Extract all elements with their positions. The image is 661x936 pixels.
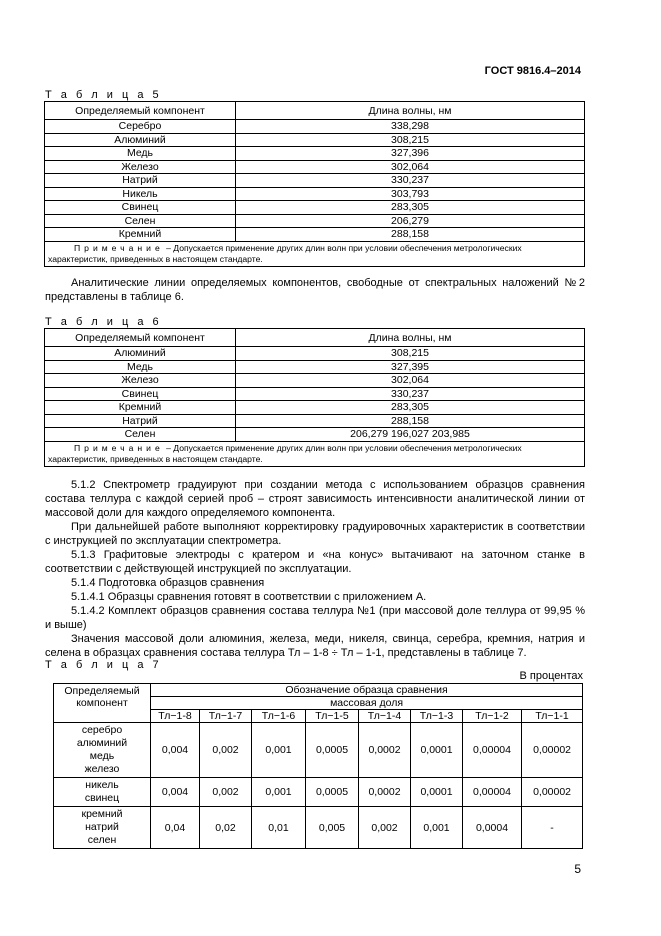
table7-value-cell: 0,002 <box>200 723 252 778</box>
table7-value-cell: 0,00002 <box>522 778 583 807</box>
table7-value-cell: 0,00004 <box>463 778 522 807</box>
table-row <box>45 387 585 401</box>
table6-component-cell: Медь <box>45 360 236 374</box>
table-row <box>45 401 585 415</box>
table7-sample-header: Тл−1-2 <box>463 710 522 723</box>
table5-component-cell: Никель <box>45 187 236 201</box>
table5-wavelength-cell: 302,064 <box>236 160 585 174</box>
table-row <box>54 778 583 807</box>
table-row <box>45 133 585 147</box>
document-header: ГОСТ 9816.4–2014 <box>484 65 581 77</box>
table6-component-cell: Свинец <box>45 387 236 401</box>
table7-value-cell: 0,0004 <box>463 807 522 849</box>
paragraph-5-1-4: 5.1.4 Подготовка образцов сравнения <box>71 577 265 589</box>
table5-component-cell: Натрий <box>45 174 236 188</box>
table5-component-cell: Селен <box>45 214 236 228</box>
paragraph-5-1-4-1: 5.1.4.1 Образцы сравнения готовят в соответствии с приложением А. <box>71 591 427 603</box>
table5-note-text: – Допускается применение других длин волн при условии обеспечения метрологических характеристик, приведенных в настоящем стандарте. <box>48 242 522 264</box>
paragraph-5-1-3: 5.1.3 Графитовые электроды с кратером и «на конус» вытачивают на заточном станке в соответствии с действующей инструкцией по эксплуатации. <box>45 549 585 575</box>
table7-caption: Т а б л и ц а 7 <box>45 659 162 671</box>
table6-component-cell: Железо <box>45 374 236 388</box>
table6-col1-header: Определяемый компонент <box>45 329 236 347</box>
table7 <box>53 683 583 849</box>
table-row <box>45 347 585 361</box>
table-row <box>45 414 585 428</box>
table6-component-cell: Селен <box>45 428 236 442</box>
table-row <box>54 723 583 778</box>
table7-value-cell: 0,002 <box>359 807 411 849</box>
paragraph-5-1-2: 5.1.2 Спектрометр градуируют при создании метода с использованием образцов сравнения состава теллура с каждой серией проб – строят зависимость интенсивности аналитической линии от массовой доли для каждого определяемого компонента. <box>45 479 585 519</box>
table5-caption: Т а б л и ц а 5 <box>45 89 162 101</box>
table-row <box>45 160 585 174</box>
table5-component-cell: Алюминий <box>45 133 236 147</box>
table6-note-text: – Допускается применение других длин волн при условии обеспечения метрологических характеристик, приведенных в настоящем стандарте. <box>48 442 522 464</box>
table5-col2-header: Длина волны, нм <box>236 102 585 120</box>
table7-value-cell: 0,00002 <box>522 723 583 778</box>
table5-component-cell: Свинец <box>45 201 236 215</box>
table5-wavelength-cell: 327,396 <box>236 147 585 161</box>
table7-component-cell: серебро алюминий медь железо <box>54 723 151 778</box>
paragraph-further-work: При дальнейшей работе выполняют корректировку градуировочных характеристик в соответствии с инструкцией по эксплуатации спектрометра. <box>45 521 585 547</box>
table6-wavelength-cell: 288,158 <box>236 414 585 428</box>
table6-note-label: Примечание <box>74 442 164 453</box>
table-row <box>45 147 585 161</box>
table7-value-cell: 0,0005 <box>306 723 359 778</box>
table7-value-cell: 0,004 <box>151 723 200 778</box>
table5-wavelength-cell: 206,279 <box>236 214 585 228</box>
table6-wavelength-cell: 327,395 <box>236 360 585 374</box>
table7-value-cell: 0,01 <box>252 807 306 849</box>
table7-value-cell: 0,04 <box>151 807 200 849</box>
table7-sample-header: Тл−1-3 <box>411 710 463 723</box>
table5-wavelength-cell: 288,158 <box>236 228 585 242</box>
table6-component-cell: Натрий <box>45 414 236 428</box>
table5-wavelength-cell: 308,215 <box>236 133 585 147</box>
table7-value-cell: 0,001 <box>252 723 306 778</box>
table-row <box>45 228 585 242</box>
page-number: 5 <box>574 862 581 876</box>
table7-value-cell: 0,0005 <box>306 778 359 807</box>
table7-sample-header: Тл−1-4 <box>359 710 411 723</box>
table6-component-cell: Кремний <box>45 401 236 415</box>
table5-note <box>45 241 585 266</box>
table5-wavelength-cell: 283,305 <box>236 201 585 215</box>
table7-value-cell: 0,005 <box>306 807 359 849</box>
table6-note <box>45 441 585 466</box>
table5-wavelength-cell: 330,237 <box>236 174 585 188</box>
table7-value-cell: 0,001 <box>252 778 306 807</box>
table-row <box>45 360 585 374</box>
table5-col1-header: Определяемый компонент <box>45 102 236 120</box>
table5-component-cell: Кремний <box>45 228 236 242</box>
table7-value-cell: 0,0001 <box>411 778 463 807</box>
table7-sample-header: Тл−1-7 <box>200 710 252 723</box>
table7-value-cell: 0,00004 <box>463 723 522 778</box>
table5-wavelength-cell: 303,793 <box>236 187 585 201</box>
table5-component-cell: Медь <box>45 147 236 161</box>
table7-value-cell: 0,0001 <box>411 723 463 778</box>
table5 <box>44 101 585 267</box>
table6-wavelength-cell: 283,305 <box>236 401 585 415</box>
table5-component-cell: Серебро <box>45 120 236 134</box>
table-row <box>45 201 585 215</box>
table-row <box>45 187 585 201</box>
table6-wavelength-cell: 206,279 196,027 203,985 <box>236 428 585 442</box>
table6-caption: Т а б л и ц а 6 <box>45 316 162 328</box>
table5-wavelength-cell: 338,298 <box>236 120 585 134</box>
table6 <box>44 328 585 467</box>
analytic-lines-paragraph: Аналитические линии определяемых компонентов, свободные от спектральных наложений №2 представлены в таблице 6. <box>45 277 585 303</box>
table5-note-label: Примечание <box>74 242 164 253</box>
table7-value-cell: - <box>522 807 583 849</box>
table6-col2-header: Длина волны, нм <box>236 329 585 347</box>
table7-component-cell: кремний натрий селен <box>54 807 151 849</box>
table-row <box>45 428 585 442</box>
table7-value-cell: 0,002 <box>200 778 252 807</box>
table-row <box>45 120 585 134</box>
table7-value-cell: 0,0002 <box>359 723 411 778</box>
table7-col1-header: Определяемый компонент <box>54 684 151 723</box>
table5-component-cell: Железо <box>45 160 236 174</box>
table7-value-cell: 0,0002 <box>359 778 411 807</box>
table7-value-cell: 0,02 <box>200 807 252 849</box>
section-5-1-body <box>45 478 585 660</box>
table-row <box>45 174 585 188</box>
table-row <box>45 374 585 388</box>
table7-sample-header: Тл−1-8 <box>151 710 200 723</box>
table-row <box>54 807 583 849</box>
table7-sub-header: массовая доля <box>151 697 583 710</box>
paragraph-5-1-4-2: 5.1.4.2 Комплект образцов сравнения состава теллура №1 (при массовой доле теллура от 99,95 % и выше) <box>45 605 585 631</box>
table7-units: В процентах <box>519 670 583 682</box>
table7-sample-header: Тл−1-6 <box>252 710 306 723</box>
table6-wavelength-cell: 330,237 <box>236 387 585 401</box>
table6-wavelength-cell: 302,064 <box>236 374 585 388</box>
table7-value-cell: 0,001 <box>411 807 463 849</box>
table6-wavelength-cell: 308,215 <box>236 347 585 361</box>
table7-value-cell: 0,004 <box>151 778 200 807</box>
table6-component-cell: Алюминий <box>45 347 236 361</box>
table7-group-header: Обозначение образца сравнения <box>151 684 583 697</box>
paragraph-values: Значения массовой доли алюминия, железа, меди, никеля, свинца, серебра, кремния, натрия и селена в образцах сравнения состава теллура Тл – 1-8 ÷ Тл – 1-1, представлены в таблице 7. <box>45 633 585 659</box>
table7-sample-header: Тл−1-5 <box>306 710 359 723</box>
table7-component-cell: никель свинец <box>54 778 151 807</box>
table7-sample-header: Тл−1-1 <box>522 710 583 723</box>
table-row <box>45 214 585 228</box>
